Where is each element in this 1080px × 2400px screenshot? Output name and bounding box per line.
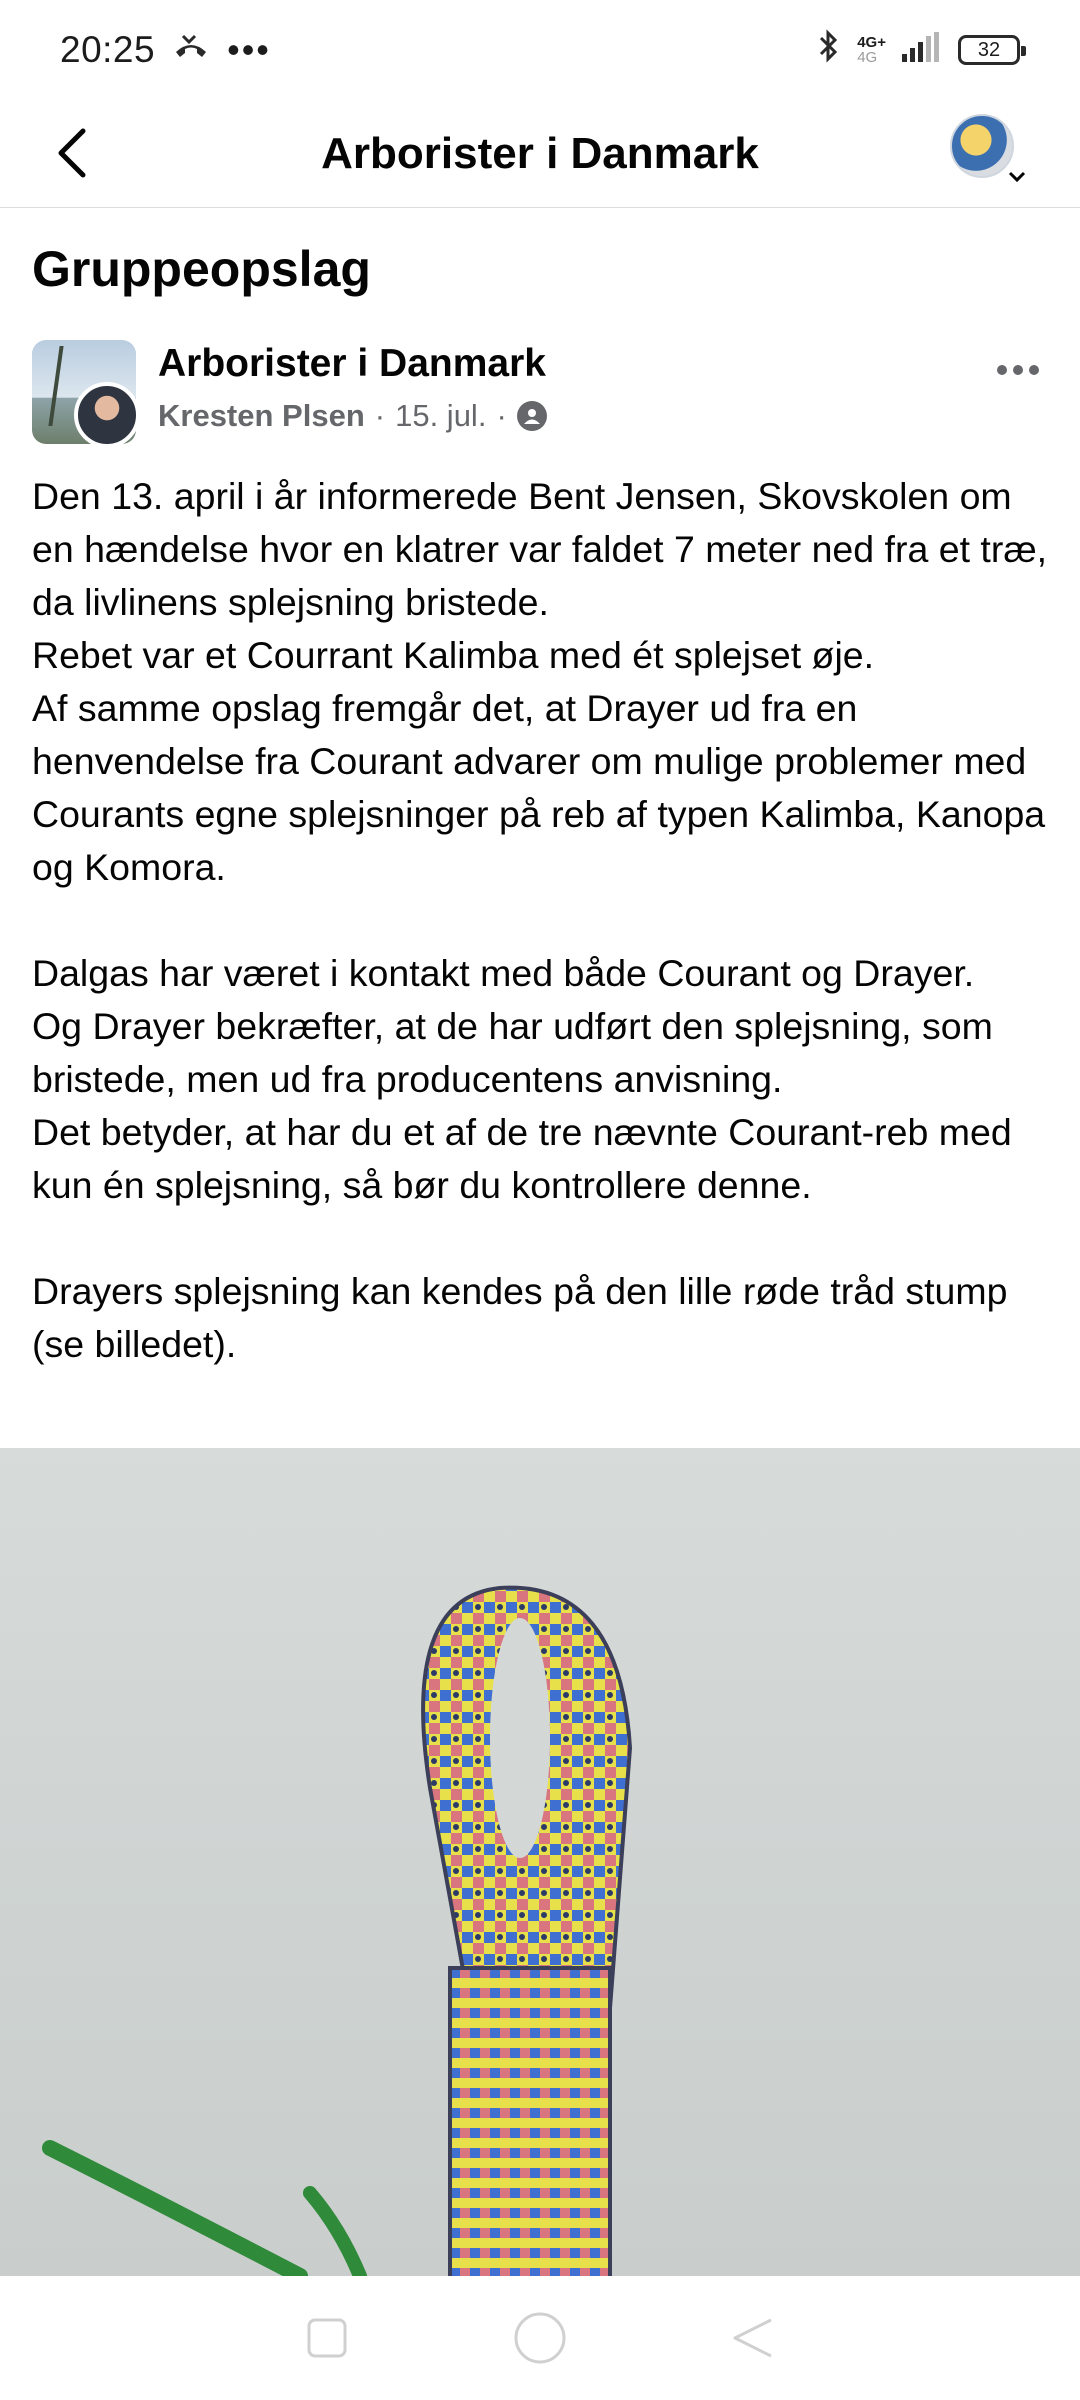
chevron-left-icon: [53, 127, 93, 179]
avatar: [950, 114, 1014, 178]
post-meta: [158, 398, 547, 434]
back-button[interactable]: [40, 120, 106, 186]
meta-separator: ·: [496, 398, 507, 433]
paragraph-gap: [32, 894, 1052, 947]
network-type-top: 4G+: [857, 34, 886, 51]
post-header: [32, 340, 1048, 450]
post-paragraph: Af samme opslag fremgår det, at Drayer ud fra en henvendelse fra Courant advarer om mulige problemer med Courants egne splejsninger på reb af typen Kalimba, Kanopa og Komora.: [32, 687, 1046, 888]
post-date[interactable]: 15. jul.: [395, 398, 487, 433]
group-members-icon: [517, 401, 547, 431]
battery-indicator: 32: [958, 35, 1020, 65]
post-paragraph: Rebet var et Courrant Kalimba med ét splejset øje.: [32, 634, 875, 676]
status-more-icon: •••: [227, 29, 271, 70]
chevron-down-icon: [1004, 164, 1030, 190]
post-paragraph: Det betyder, at har du et af de tre nævnte Courant-reb med kun én splejsning, så bør du kontrollere denne.: [32, 1111, 1012, 1206]
recent-apps-button[interactable]: [297, 2308, 357, 2368]
signal-icon: [902, 29, 942, 71]
meta-separator: ·: [374, 398, 386, 433]
more-dot: [997, 365, 1007, 375]
paragraph-gap: [32, 1212, 1052, 1265]
rope-splice-image: [0, 1448, 1080, 2276]
status-time: 20:25: [60, 29, 156, 70]
more-options-button[interactable]: [988, 350, 1048, 390]
missed-call-icon: [173, 29, 209, 71]
post-group-name[interactable]: Arborister i Danmark: [158, 342, 546, 385]
network-type-bottom: 4G: [857, 49, 878, 66]
circle-icon: [512, 2310, 568, 2366]
post-paragraph: Drayers splejsning kan kendes på den lille røde tråd stump (se billedet).: [32, 1270, 1008, 1365]
post-photo[interactable]: [0, 1448, 1080, 2276]
home-button[interactable]: [510, 2308, 570, 2368]
post-body: [32, 470, 1052, 1371]
bluetooth-icon: [817, 28, 841, 73]
status-left: [60, 29, 271, 71]
more-dot: [1029, 365, 1039, 375]
post-paragraph: Og Drayer bekræfter, at de har udført den splejsning, som bristede, men ud fra producentens anvisning.: [32, 1005, 993, 1100]
status-right: [817, 28, 1020, 73]
back-nav-button[interactable]: [723, 2308, 783, 2368]
status-bar: [0, 0, 1080, 100]
author-avatar[interactable]: [74, 382, 140, 448]
system-nav-bar: [0, 2276, 1080, 2400]
post-author[interactable]: Kresten Plsen: [158, 398, 365, 433]
profile-avatar-button[interactable]: [950, 114, 1030, 194]
post-paragraph: Den 13. april i år informerede Bent Jensen, Skovskolen om en hændelse hvor en klatrer var faldet 7 meter ned fra et træ, da livlinens splejsning bristede.: [32, 475, 1048, 623]
network-type: [857, 35, 886, 65]
section-title: Gruppeopslag: [32, 241, 371, 297]
page-title: Arborister i Danmark: [321, 128, 759, 178]
post-paragraph: Dalgas har været i kontakt med både Courant og Drayer.: [32, 952, 975, 994]
app-header: [0, 100, 1080, 208]
more-dot: [1013, 365, 1023, 375]
triangle-back-icon: [731, 2316, 775, 2360]
square-icon: [305, 2316, 349, 2360]
